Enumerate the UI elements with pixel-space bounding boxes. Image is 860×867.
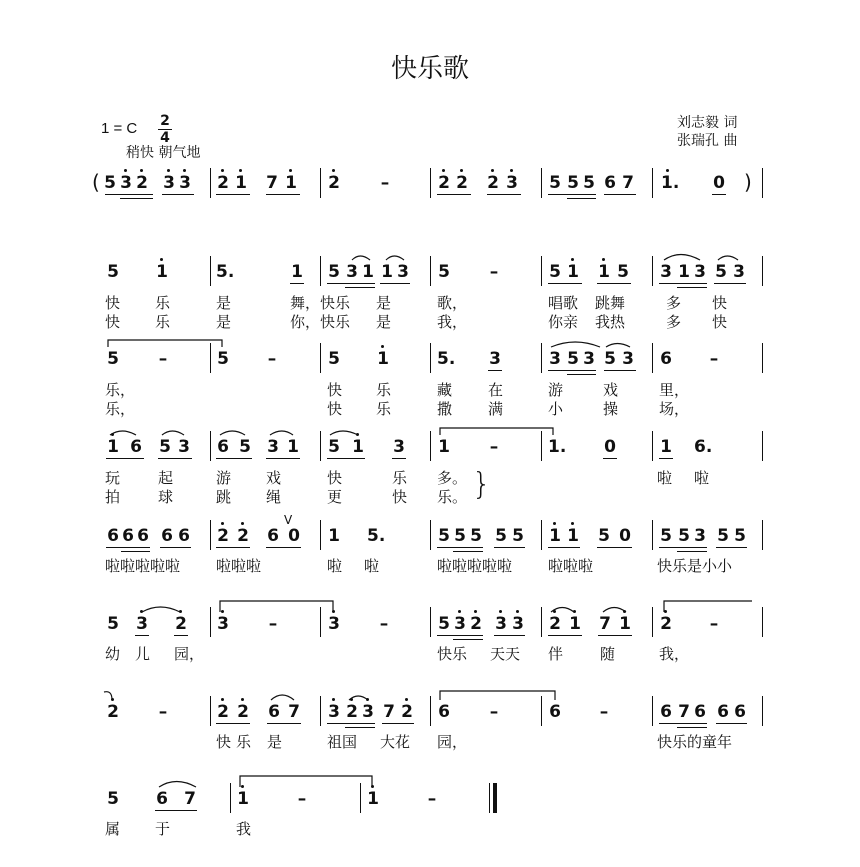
note: 1	[291, 262, 303, 282]
note: 1	[235, 173, 247, 193]
lyric: 啦啦啦啦啦	[105, 557, 181, 575]
lyric: 藏	[437, 381, 453, 399]
lyric: 乐，	[105, 381, 136, 399]
note: 1	[678, 262, 690, 282]
note: 5	[678, 526, 690, 546]
note: 5	[107, 349, 119, 369]
lyric: 操	[603, 400, 619, 418]
note: 3	[393, 437, 405, 457]
note: 3	[489, 349, 501, 369]
lyric: 拍	[105, 488, 121, 506]
note: 6	[267, 526, 279, 546]
lyric: 乐。	[437, 488, 468, 506]
note: 3	[694, 526, 706, 546]
lyric: 是	[376, 294, 392, 312]
tie	[104, 692, 112, 700]
note: 3	[454, 614, 466, 634]
lyric: 多	[666, 294, 682, 312]
note: 5	[549, 262, 561, 282]
note: 6	[604, 173, 616, 193]
slur	[386, 256, 404, 260]
note: 5	[715, 262, 727, 282]
note: 1	[660, 437, 672, 457]
note: 7	[184, 789, 196, 809]
note: 2	[217, 702, 229, 722]
lyric: 乐	[392, 469, 408, 487]
note: 5	[159, 437, 171, 457]
lyric: 游	[216, 469, 232, 487]
note: 2	[346, 702, 358, 722]
note: 3	[136, 614, 148, 634]
note: 5.	[437, 349, 456, 369]
lyric: 天天	[490, 645, 521, 663]
note: 3	[660, 262, 672, 282]
lyric: 幼	[105, 645, 121, 663]
note: 1.	[661, 173, 680, 193]
key-signature: 1 = C	[101, 120, 138, 137]
lyric: 跳	[216, 488, 232, 506]
tie	[240, 776, 372, 787]
note: 5	[660, 526, 672, 546]
lyric: 戏	[603, 381, 619, 399]
lyric: 啦	[364, 557, 380, 575]
lyric: 大花	[380, 733, 411, 751]
composer-credit: 张瑞孔 曲	[677, 133, 738, 149]
note: 3	[178, 437, 190, 457]
note: 2	[401, 702, 413, 722]
note: 5	[328, 437, 340, 457]
note: 6	[137, 526, 149, 546]
note: 6	[161, 526, 173, 546]
note: 2	[107, 702, 119, 722]
lyric: 啦	[657, 469, 673, 487]
note: 6	[122, 526, 134, 546]
note: 1	[569, 614, 581, 634]
dash: –	[427, 789, 437, 809]
note: 5	[328, 262, 340, 282]
lyric: 绳	[266, 488, 282, 506]
slur	[220, 431, 245, 435]
note: 6	[438, 702, 450, 722]
note: 7	[678, 702, 690, 722]
note: 5	[717, 526, 729, 546]
lyric: 快	[712, 313, 728, 331]
lyric: 啦	[694, 469, 710, 487]
note: 6	[734, 702, 746, 722]
note: 7	[266, 173, 278, 193]
note: 1	[438, 437, 450, 457]
lyric: 是	[216, 313, 232, 331]
lyric: 小	[548, 400, 564, 418]
slur	[349, 696, 368, 700]
lyric: 起	[158, 469, 174, 487]
note: 6	[268, 702, 280, 722]
close-paren: )	[744, 170, 752, 194]
lyric: 快	[216, 733, 232, 751]
lyric: 啦啦啦啦啦	[437, 557, 513, 575]
time-bottom: 4	[160, 130, 170, 146]
note: 5	[438, 614, 450, 634]
lyric: 是	[216, 294, 232, 312]
note: 3	[346, 262, 358, 282]
lyric: 啦	[327, 557, 343, 575]
note: 2	[217, 526, 229, 546]
tie	[664, 601, 752, 612]
note: 2	[237, 702, 249, 722]
lyric: 我热	[595, 313, 626, 331]
slur	[664, 255, 700, 261]
tie	[220, 601, 333, 612]
note: 6	[217, 437, 229, 457]
note: 5	[239, 437, 251, 457]
lyric: 快乐是小小	[657, 557, 733, 575]
note: 3	[583, 349, 595, 369]
lyric: 乐	[155, 294, 171, 312]
lyric: 乐	[376, 400, 392, 418]
lyric: 乐	[376, 381, 392, 399]
lyric: 快乐	[437, 645, 468, 663]
lyric: 园，	[437, 733, 468, 751]
lyric: 快乐的童年	[657, 733, 733, 751]
note: 5	[495, 526, 507, 546]
lyric: 快	[105, 313, 121, 331]
dash: –	[379, 614, 389, 634]
slur	[330, 431, 358, 435]
slur	[352, 256, 370, 260]
note: 1	[549, 526, 561, 546]
lyric: 属	[105, 820, 121, 838]
lyric: 乐，	[105, 400, 136, 418]
lyric: 满	[488, 400, 504, 418]
note: 2	[328, 173, 340, 193]
note: 2	[438, 173, 450, 193]
note: 6	[156, 789, 168, 809]
note: 5	[734, 526, 746, 546]
note: 7	[383, 702, 395, 722]
slur	[551, 608, 574, 613]
note: 1	[352, 437, 364, 457]
note: 7	[622, 173, 634, 193]
dash: –	[489, 702, 499, 722]
note: 1	[381, 262, 393, 282]
note: 3	[362, 702, 374, 722]
lyric: 球	[158, 488, 174, 506]
note: 2	[175, 614, 187, 634]
note: 3	[495, 614, 507, 634]
note: 6	[717, 702, 729, 722]
lyric: 园，	[174, 645, 205, 663]
lyric: 唱歌	[548, 294, 579, 312]
dash: –	[489, 262, 499, 282]
note: 7	[288, 702, 300, 722]
lyric: 我，	[437, 313, 468, 331]
note: 5	[604, 349, 616, 369]
note: 3	[622, 349, 634, 369]
note: 5	[512, 526, 524, 546]
note: 5	[567, 173, 579, 193]
lyric: 多	[666, 313, 682, 331]
slur	[718, 256, 738, 260]
note: 1	[567, 526, 579, 546]
note: 1	[367, 789, 379, 809]
lyric: 是	[376, 313, 392, 331]
note: 3	[397, 262, 409, 282]
lyric: 你亲	[548, 313, 579, 331]
slur	[271, 695, 294, 700]
lyric: 歌，	[437, 294, 468, 312]
note: 5.	[216, 262, 235, 282]
lyric: 啦啦啦	[216, 557, 262, 575]
lyric: 我，	[659, 645, 690, 663]
open-paren: (	[92, 170, 100, 194]
lyricist-credit: 刘志毅 词	[677, 115, 738, 131]
note: 5	[438, 262, 450, 282]
tie	[440, 428, 553, 435]
dash: –	[380, 173, 390, 193]
lyric: 跳舞	[595, 294, 626, 312]
lyric: 快	[392, 488, 408, 506]
lyric: 快	[327, 469, 343, 487]
note: 1	[287, 437, 299, 457]
note: 3	[163, 173, 175, 193]
note: 3	[120, 173, 132, 193]
dash: –	[268, 614, 278, 634]
note: 5	[470, 526, 482, 546]
lyric: 伴	[548, 645, 564, 663]
note: 3	[506, 173, 518, 193]
dash: –	[267, 349, 277, 369]
lyric: 祖国	[327, 733, 358, 751]
note: 1	[285, 173, 297, 193]
slur	[603, 608, 626, 613]
breath-mark: V	[284, 513, 293, 527]
dash: –	[158, 349, 168, 369]
note: 2	[136, 173, 148, 193]
lyric: 在	[488, 381, 504, 399]
lyric: 撒	[437, 400, 453, 418]
dash: –	[297, 789, 307, 809]
tie	[440, 691, 555, 700]
note: 6	[107, 526, 119, 546]
note: 2	[487, 173, 499, 193]
note: 1	[619, 614, 631, 634]
note: 0	[604, 437, 616, 457]
note: 3	[328, 614, 340, 634]
note: 1	[377, 349, 389, 369]
slur	[110, 431, 136, 435]
lyric: 儿	[135, 645, 151, 663]
lyric: 乐	[155, 313, 171, 331]
note: 0	[713, 173, 725, 193]
lyric: 啦啦啦	[548, 557, 594, 575]
note: 3	[733, 262, 745, 282]
slur	[270, 431, 293, 435]
lyric: 玩	[105, 469, 121, 487]
note: 5	[217, 349, 229, 369]
lyric: 里，	[659, 381, 690, 399]
lyric: 我	[236, 820, 252, 838]
lyric: 乐	[236, 733, 252, 751]
note: 5	[583, 173, 595, 193]
note: 1	[156, 262, 168, 282]
lyric: 舞，快乐	[290, 294, 351, 312]
repeat-brace: }	[472, 467, 492, 502]
note: 1.	[548, 437, 567, 457]
note: 6	[178, 526, 190, 546]
note: 2	[470, 614, 482, 634]
note: 5	[438, 526, 450, 546]
note: 1	[107, 437, 119, 457]
note: 1	[567, 262, 579, 282]
slur	[159, 782, 196, 788]
tempo-marking: 稍快 朝气地	[126, 145, 201, 161]
lyric: 你，快乐	[290, 313, 351, 331]
lyric: 场，	[659, 400, 690, 418]
note: 2	[237, 526, 249, 546]
note: 3	[512, 614, 524, 634]
note: 3	[549, 349, 561, 369]
note: 3	[179, 173, 191, 193]
slur	[142, 607, 180, 612]
lyric: 快	[327, 400, 343, 418]
note: 6.	[694, 437, 713, 457]
lyric: 是	[267, 733, 283, 751]
note: 1	[237, 789, 249, 809]
note: 6	[660, 349, 672, 369]
note: 3	[328, 702, 340, 722]
dash: –	[489, 437, 499, 457]
page-title: 快乐歌	[390, 54, 469, 84]
note: 1	[328, 526, 340, 546]
note: 5	[107, 262, 119, 282]
note: 5	[617, 262, 629, 282]
tie	[108, 340, 222, 347]
lyric: 于	[155, 820, 171, 838]
note: 7	[599, 614, 611, 634]
lyric: 随	[600, 645, 616, 663]
dash: –	[709, 349, 719, 369]
lyric: 更	[327, 488, 343, 506]
note: 5	[104, 173, 116, 193]
note: 5.	[367, 526, 386, 546]
slur	[606, 344, 630, 348]
note: 6	[549, 702, 561, 722]
note: 2	[660, 614, 672, 634]
note: 5	[549, 173, 561, 193]
time-top: 2	[160, 113, 170, 129]
lyric: 快	[712, 294, 728, 312]
note: 3	[217, 614, 229, 634]
note: 1	[598, 262, 610, 282]
lyric: 快	[105, 294, 121, 312]
note: 6	[660, 702, 672, 722]
note: 6	[130, 437, 142, 457]
note: 6	[694, 702, 706, 722]
note: 5	[454, 526, 466, 546]
lyric: 快	[327, 381, 343, 399]
note: 0	[288, 526, 300, 546]
note: 3	[267, 437, 279, 457]
note: 5	[567, 349, 579, 369]
lyric: 戏	[266, 469, 282, 487]
dash: –	[599, 702, 609, 722]
note: 3	[694, 262, 706, 282]
note: 5	[328, 349, 340, 369]
note: 5	[107, 614, 119, 634]
lyric: 游	[548, 381, 564, 399]
note: 2	[549, 614, 561, 634]
note: 2	[217, 173, 229, 193]
note: 2	[456, 173, 468, 193]
note: 5	[107, 789, 119, 809]
dash: –	[709, 614, 719, 634]
lyric: 多。	[437, 469, 468, 487]
slur	[551, 342, 600, 347]
note: 1	[362, 262, 374, 282]
note: 0	[619, 526, 631, 546]
note: 5	[598, 526, 610, 546]
slur	[162, 431, 184, 435]
dash: –	[158, 702, 168, 722]
